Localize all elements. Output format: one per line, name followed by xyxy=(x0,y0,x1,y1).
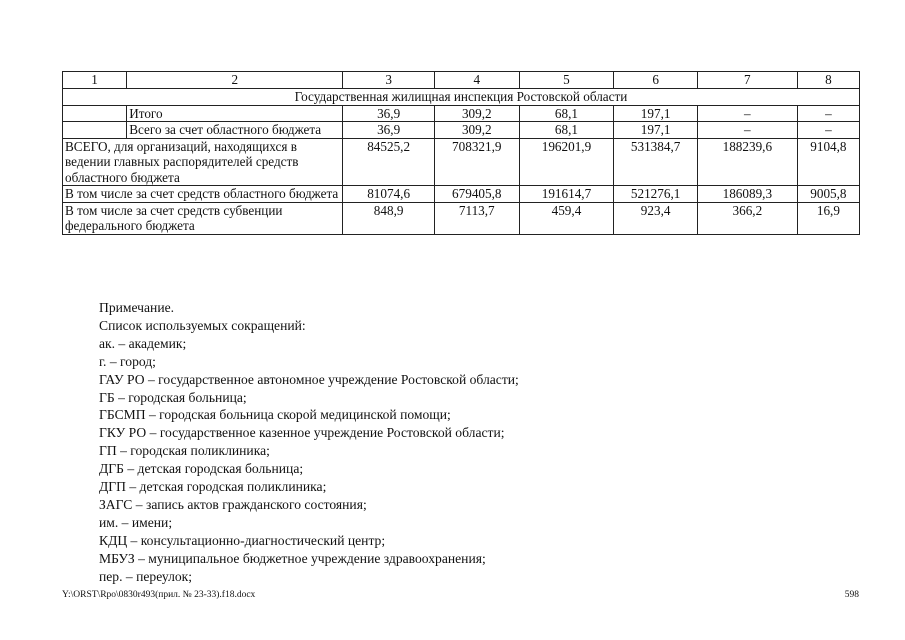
notes-line: пер. – переулок; xyxy=(99,568,193,584)
table-cell: 84525,2 xyxy=(343,138,435,186)
column-header: 3 xyxy=(343,72,435,89)
table-row xyxy=(63,138,860,186)
empty-cell xyxy=(63,105,127,122)
table-cell: 309,2 xyxy=(434,122,519,139)
table-cell: 186089,3 xyxy=(697,186,797,203)
table-cell: 191614,7 xyxy=(519,186,614,203)
row-label: Всего за счет областного бюджета xyxy=(127,122,343,139)
table-cell: 36,9 xyxy=(343,122,435,139)
column-header: 8 xyxy=(797,72,859,89)
table-row xyxy=(63,105,860,122)
table-cell: 521276,1 xyxy=(614,186,698,203)
table-cell: 197,1 xyxy=(614,122,698,139)
footer-file-path: Y:\ORST\Rpo\0830r493(прил. № 23-33).f18.docx xyxy=(62,590,256,600)
notes-line: ЗАГС – запись актов гражданского состояния; xyxy=(99,496,367,512)
column-header: 1 xyxy=(63,72,127,89)
table-cell: 7113,7 xyxy=(434,202,519,234)
column-header: 5 xyxy=(519,72,614,89)
table-row xyxy=(63,122,860,139)
notes-line: ДГБ – детская городская больница; xyxy=(99,461,304,477)
notes-line: ГП – городская поликлиника; xyxy=(99,443,270,459)
empty-cell xyxy=(63,122,127,139)
table-cell: 81074,6 xyxy=(343,186,435,203)
table-cell: 68,1 xyxy=(519,122,614,139)
notes-line: МБУЗ – муниципальное бюджетное учреждение здравоохранения; xyxy=(99,550,486,566)
notes-line: ГКУ РО – государственное казенное учреждение Ростовской области; xyxy=(99,425,505,441)
budget-table xyxy=(62,71,860,235)
row-label: В том числе за счет средств субвенции федерального бюджета xyxy=(63,202,343,234)
row-label: Итого xyxy=(127,105,343,122)
row-label: В том числе за счет средств областного бюджета xyxy=(63,186,343,203)
table-cell: – xyxy=(797,105,859,122)
notes-line: г. – город; xyxy=(99,353,156,369)
table-cell: 531384,7 xyxy=(614,138,698,186)
notes-line: Список используемых сокращений: xyxy=(99,317,306,333)
footer-page-number: 598 xyxy=(844,590,859,600)
table-cell: – xyxy=(697,105,797,122)
column-header: 6 xyxy=(614,72,698,89)
section-title: Государственная жилищная инспекция Ростовской области xyxy=(63,89,860,106)
notes-line: ГАУ РО – государственное автономное учреждение Ростовской области; xyxy=(99,371,519,387)
column-header: 7 xyxy=(697,72,797,89)
notes-line: им. – имени; xyxy=(99,514,173,530)
table-cell: 188239,6 xyxy=(697,138,797,186)
notes-title: Примечание. xyxy=(99,300,175,315)
table-cell: 923,4 xyxy=(614,202,698,234)
column-header: 4 xyxy=(434,72,519,89)
section-title-row xyxy=(63,89,860,106)
column-header: 2 xyxy=(127,72,343,89)
table-cell: 36,9 xyxy=(343,105,435,122)
table-cell: 16,9 xyxy=(797,202,859,234)
table-cell: 9104,8 xyxy=(797,138,859,186)
table-cell: – xyxy=(697,122,797,139)
table-cell: – xyxy=(797,122,859,139)
table-row xyxy=(63,202,860,234)
notes-line: ДГП – детская городская поликлиника; xyxy=(99,479,327,495)
table-cell: 309,2 xyxy=(434,105,519,122)
table-cell: 196201,9 xyxy=(519,138,614,186)
notes-block xyxy=(99,299,519,586)
table-cell: 197,1 xyxy=(614,105,698,122)
notes-line: ак. – академик; xyxy=(99,335,187,351)
table-cell: 9005,8 xyxy=(797,186,859,203)
table-cell: 68,1 xyxy=(519,105,614,122)
row-label: ВСЕГО, для организаций, находящихся в ведении главных распорядителей средств областного бюджета xyxy=(63,138,343,186)
table-header-row xyxy=(63,72,860,89)
table-cell: 459,4 xyxy=(519,202,614,234)
notes-line: ГБСМП – городская больница скорой медицинской помощи; xyxy=(99,407,451,423)
table-cell: 848,9 xyxy=(343,202,435,234)
table-cell: 679405,8 xyxy=(434,186,519,203)
notes-line: ГБ – городская больница; xyxy=(99,389,247,405)
notes-line: КДЦ – консультационно-диагностический центр; xyxy=(99,532,386,548)
table-row xyxy=(63,186,860,203)
table-cell: 708321,9 xyxy=(434,138,519,186)
table-cell: 366,2 xyxy=(697,202,797,234)
